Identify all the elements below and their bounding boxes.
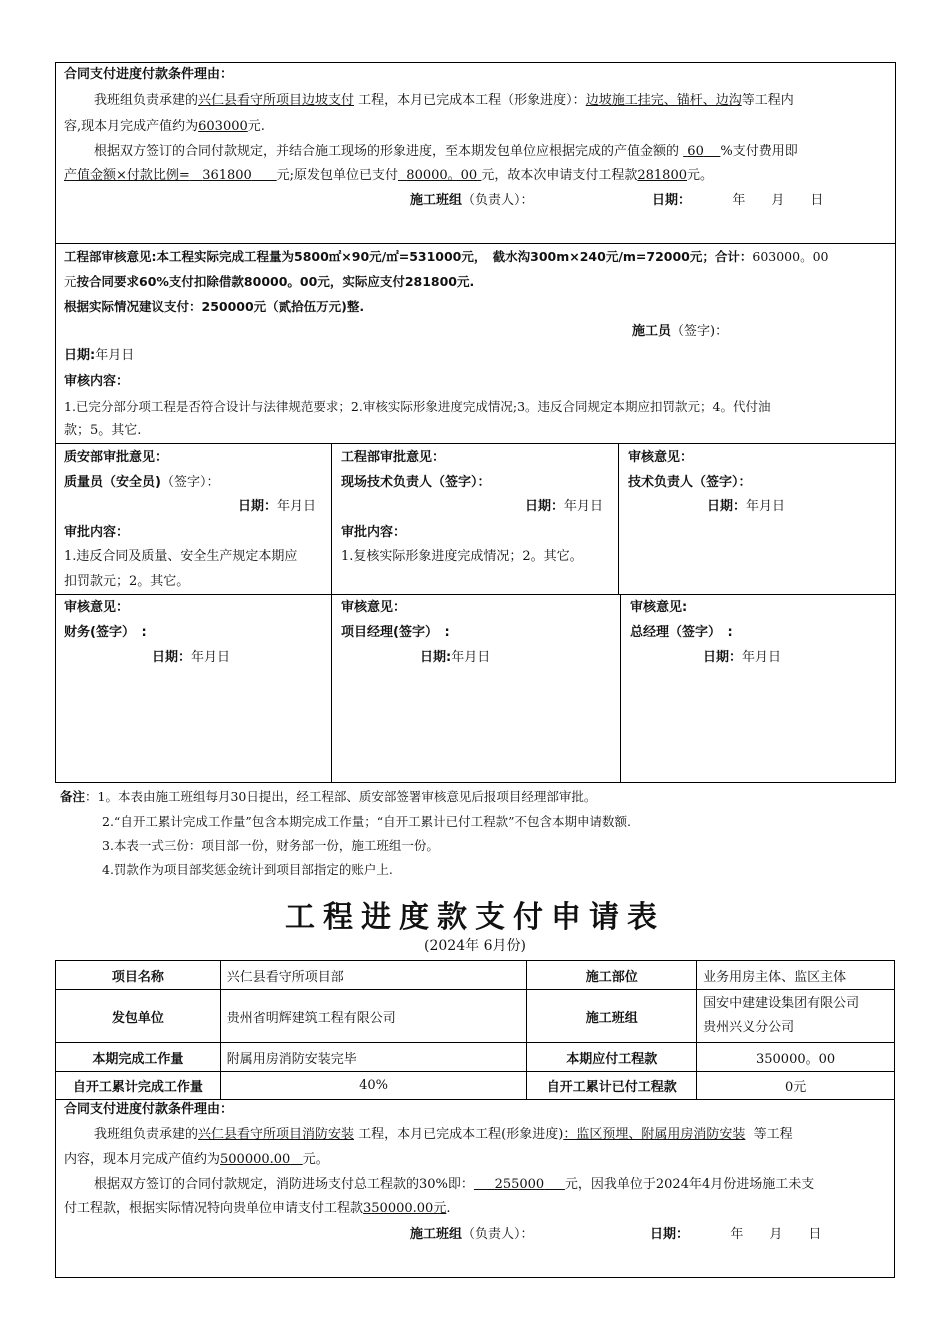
eng-date: 日期：年月日 <box>525 499 604 514</box>
form2-para1-line1: 我班组负责承建的兴仁县看守所项目消防安装 工程，本月已完成本工程(形象进度)：监区预埋、附属用房消防安装 等工程 <box>94 1127 793 1142</box>
approvals-row2-box <box>55 594 896 783</box>
reason-title: 合同支付进度付款条件理由： <box>64 67 234 82</box>
cum-work-label: 自开工累计完成工作量 <box>56 1072 221 1100</box>
site-value: 业务用房主体、监区主体 <box>697 961 895 990</box>
engineering-date: 日期:年月日 <box>64 348 135 363</box>
tech-date: 日期：年月日 <box>707 499 786 514</box>
team-date-line: 日期： 年 月 日 <box>652 193 824 208</box>
form2-date-line: 日期： 年 月 日 <box>650 1227 822 1242</box>
qa-date: 日期：年月日 <box>238 499 317 514</box>
form-subtitle: (2024年 6月份) <box>424 938 526 954</box>
form2-team-signature: 施工班组（负责人）： <box>410 1227 534 1242</box>
period-pay-value: 350000。00 <box>697 1043 895 1072</box>
engineering-line2: 元按合同要求60%支付扣除借款80000。00元，实际应支付281800元. <box>64 274 475 289</box>
cum-paid-value: 0元 <box>697 1072 895 1100</box>
reason-para1-line2: 容,现本月完成产值约为603000元. <box>64 119 265 134</box>
form2-para2-line1: 根据双方签订的合同付款规定，消防进场支付总工程款的30%即： 255000 元，因我单位于2024年4月份进场施工未支 <box>94 1177 815 1192</box>
gm-signer: 总经理（签字） : <box>630 625 733 640</box>
pm-review-title: 审核意见： <box>341 600 407 615</box>
project-name-value: 兴仁县看守所项目部 <box>220 961 527 990</box>
eng-approval-title: 工程部审批意见： <box>341 450 446 465</box>
qa-content-line2: 扣罚款元；2。其它。 <box>64 574 190 589</box>
finance-review-title: 审核意见： <box>64 600 130 615</box>
site-label: 施工部位 <box>527 961 697 990</box>
eng-content-line1: 1.复核实际形象进度完成情况；2。其它。 <box>341 549 583 564</box>
finance-signer: 财务(签字） : <box>64 625 147 640</box>
finance-date: 日期：年月日 <box>152 650 231 665</box>
tech-approval-title: 审核意见： <box>628 450 694 465</box>
note-2: 2.“自开工累计完成工作量”包含本期完成工作量；“自开工累计已付工程款”不包含本期申请数额. <box>102 814 631 829</box>
gm-date: 日期：年月日 <box>703 650 782 665</box>
review-content-title: 审核内容： <box>64 374 130 389</box>
cum-work-value: 40% <box>220 1072 527 1100</box>
note-4: 4.罚款作为项目部奖惩金统计到项目部指定的账户上. <box>102 862 393 877</box>
info-table <box>55 960 895 1100</box>
period-pay-label: 本期应付工程款 <box>527 1043 697 1072</box>
contractor-value: 贵州省明辉建筑工程有限公司 <box>220 990 527 1043</box>
reason-para2-line2: 产值金额×付款比例= 361800 元;原发包单位已支付 80000。00 元，故本次申请支付工程款281800元。 <box>64 168 714 183</box>
qa-signer: 质量员（安全员)（签字）： <box>64 475 220 490</box>
period-work-value: 附属用房消防安装完毕 <box>220 1043 527 1072</box>
tech-signer: 技术负责人（签字）： <box>628 475 752 490</box>
eng-signer: 现场技术负责人（签字）： <box>341 475 491 490</box>
review-content-line2: 款；5。其它. <box>64 423 142 438</box>
engineering-line3: 根据实际情况建议支付：250000元（贰拾伍万元)整. <box>64 299 365 314</box>
qa-approval-title: 质安部审批意见： <box>64 450 169 465</box>
pm-date: 日期:年月日 <box>420 650 491 665</box>
note-3: 3.本表一式三份：项目部一份，财务部一份，施工班组一份。 <box>102 838 439 853</box>
form2-para1-line2: 内容，现本月完成产值约为500000.00 元。 <box>64 1152 329 1167</box>
reason-para2-line1: 根据双方签订的合同付款规定，并结合施工现场的形象进度，至本期发包单位应根据完成的产值金额的 60 %支付费用即 <box>94 144 798 159</box>
eng-content-title: 审批内容： <box>341 525 407 540</box>
form2-para2-line2: 付工程款，根据实际情况特向贵单位申请支付工程款350000.00元. <box>64 1201 451 1216</box>
cum-paid-label: 自开工累计已付工程款 <box>527 1072 697 1100</box>
qa-content-line1: 1.违反合同及质量、安全生产规定本期应 <box>64 549 298 564</box>
form-title: 工程进度款支付申请表 <box>285 900 665 935</box>
period-work-label: 本期完成工作量 <box>56 1043 221 1072</box>
review-content-line1: 1.已完分部分项工程是否符合设计与法律规范要求；2.审核实际形象进度完成情况;3。违反合同规定本期应扣罚款元；4。代付油 <box>64 399 771 414</box>
reason-para1-line1: 我班组负责承建的兴仁县看守所项目边坡支付 工程，本月已完成本工程（形象进度）：边坡施工挂完、锚杆、边沟等工程内 <box>94 93 794 108</box>
divider <box>331 594 332 783</box>
gm-review-title: 审核意见: <box>630 600 688 615</box>
divider <box>620 594 621 783</box>
pm-signer: 项目经理(签字） : <box>341 625 450 640</box>
engineering-line1: 工程部审核意见:本工程实际完成工程量为5800㎡×90元/㎡=531000元， 截水沟300m×240元/m=72000元；合计：603000。00 <box>64 249 829 264</box>
project-name-label: 项目名称 <box>56 961 221 990</box>
divider <box>618 443 619 595</box>
divider <box>331 443 332 595</box>
team-label: 施工班组 <box>527 990 697 1043</box>
form2-reason-title: 合同支付进度付款条件理由： <box>64 1102 234 1117</box>
qa-content-title: 审批内容： <box>64 525 130 540</box>
contractor-label: 发包单位 <box>56 990 221 1043</box>
note-1: 备注：1。本表由施工班组每月30日提出，经工程部、质安部签署审核意见后报项目经理部审批。 <box>60 789 597 804</box>
engineer-signature: 施工员（签字)： <box>632 324 729 339</box>
team-value: 国安中建建设集团有限公司 贵州兴义分公司 <box>697 990 895 1043</box>
team-signature-line: 施工班组（负责人）： <box>410 193 534 208</box>
